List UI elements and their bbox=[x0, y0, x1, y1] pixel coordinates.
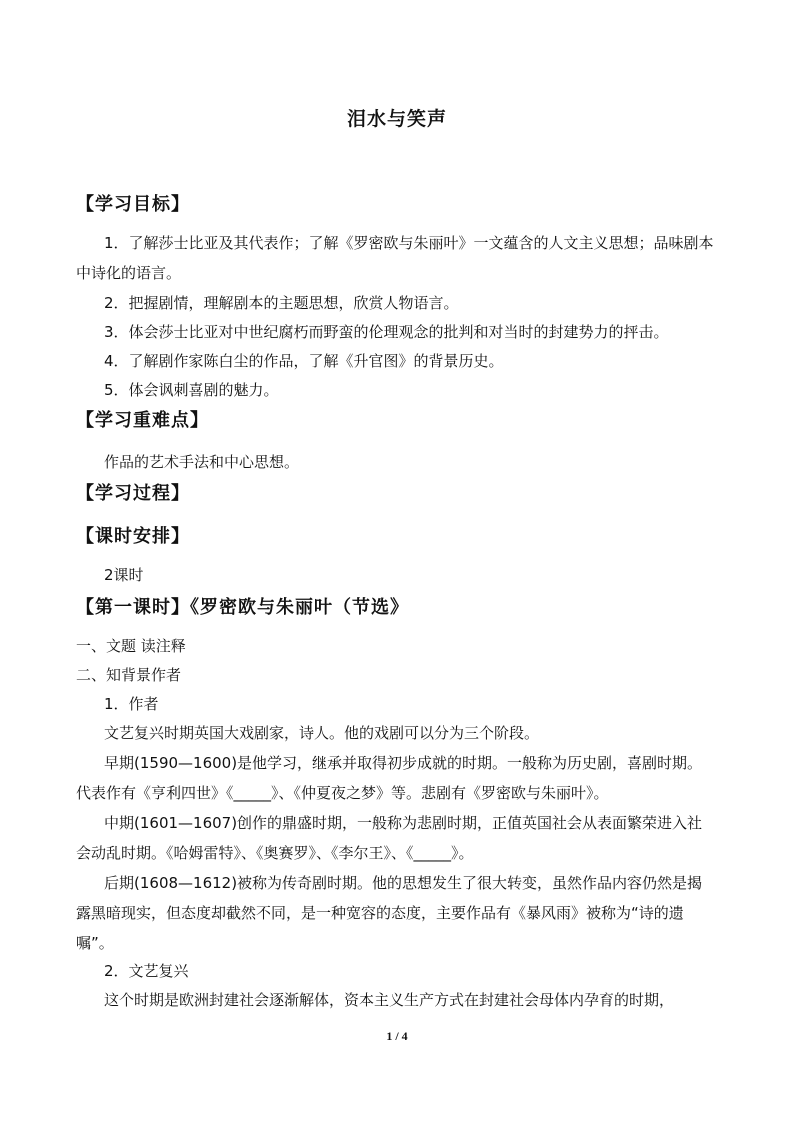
goal-5: 5．体会讽刺喜剧的魅力。 bbox=[104, 381, 279, 399]
key-points-text: 作品的艺术手法和中心思想。 bbox=[104, 453, 300, 471]
goal-3: 3．体会莎士比亚对中世纪腐朽而野蛮的伦理观念的批判和对当时的封建势力的抨击。 bbox=[104, 323, 669, 341]
author-intro: 文艺复兴时期英国大戏剧家，诗人。他的戏剧可以分为三个阶段。 bbox=[104, 724, 540, 742]
renaissance-text: 这个时期是欧洲封建社会逐渐解体，资本主义生产方式在封建社会母体内孕育的时期， bbox=[104, 991, 675, 1009]
item-1: 一、文题 读注释 bbox=[76, 637, 186, 655]
goals-heading: 【学习目标】 bbox=[76, 194, 190, 215]
schedule-text: 2课时 bbox=[104, 566, 144, 584]
document-title: 泪水与笑声 bbox=[346, 108, 447, 130]
middle-period: 中期(1601—1607)创作的鼎盛时期，一般称为悲剧时期，正值英国社会从表面繁荣进入社会动乱时期。《哈姆雷特》、《奥赛罗》、《李尔王》、《_____》。 bbox=[76, 814, 703, 862]
key-points-heading: 【学习重难点】 bbox=[76, 410, 209, 431]
schedule-heading: 【课时安排】 bbox=[76, 526, 190, 547]
sub-author: 1．作者 bbox=[104, 695, 159, 713]
early-period: 早期(1590—1600)是他学习，继承并取得初步成就的时期。一般称为历史剧，喜剧时期。代表作有《亨利四世》《_____》、《仲夏夜之梦》等。悲剧有《罗密欧与朱丽叶》。 bbox=[76, 754, 703, 802]
goal-4: 4．了解剧作家陈白尘的作品，了解《升官图》的背景历史。 bbox=[104, 352, 504, 370]
item-2: 二、知背景作者 bbox=[76, 666, 182, 684]
goal-1: 1．了解莎士比亚及其代表作；了解《罗密欧与朱丽叶》一文蕴含的人文主义思想；品味剧本中诗化的语言。 bbox=[76, 234, 714, 282]
sub-renaissance: 2．文艺复兴 bbox=[104, 962, 189, 980]
page-number: 1 / 4 bbox=[386, 1029, 408, 1043]
lesson1-heading: 【第一课时】《罗密欧与朱丽叶（节选》 bbox=[76, 597, 409, 618]
late-period: 后期(1608—1612)被称为传奇剧时期。他的思想发生了很大转变，虽然作品内容仍然是揭露黑暗现实，但态度却截然不同，是一种宽容的态度，主要作品有《暴风雨》被称为“诗的遗嘱”。 bbox=[76, 874, 703, 952]
goal-2: 2．把握剧情，理解剧本的主题思想，欣赏人物语言。 bbox=[104, 294, 459, 312]
process-heading: 【学习过程】 bbox=[76, 483, 190, 504]
